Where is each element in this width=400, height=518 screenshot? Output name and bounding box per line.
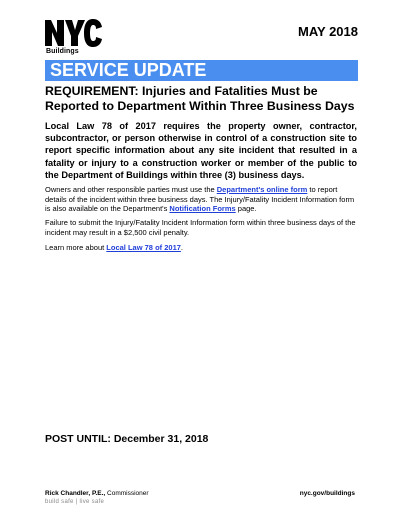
lead-paragraph: Local Law 78 of 2017 requires the property owner, contractor, subcontractor, or person otherwise in control of a construction site to report specific information about any site incident that resulted in a fatality or injury to a construction worker or member of the public to the Department of Buildings within three (3) business days. [45,121,357,180]
logo-subtitle: Buildings [46,48,79,55]
service-update-banner: SERVICE UPDATE [45,60,358,81]
headline-line-1: REQUIREMENT: Injuries and Fatalities Must be [45,84,318,98]
commissioner-line [45,490,149,497]
tagline: build safe | live safe [45,499,105,505]
website: nyc.gov/buildings [299,490,355,497]
p1-text-start: Owners and other responsible parties must use the [45,185,217,194]
headline-line-2: Reported to Department Within Three Business Days [45,99,355,113]
issue-date: MAY 2018 [298,24,358,39]
notification-forms-link[interactable]: Notification Forms [169,204,236,213]
online-form-paragraph [45,185,357,214]
p3-text-end: . [180,243,184,252]
local-law-link[interactable]: Local Law 78 of 2017 [106,243,181,252]
learn-more-paragraph [45,243,357,253]
p1-text-middle: to report details of the incident within three business days. The Injury/Fatality Incident Information form is also available on the Department's [45,185,355,213]
commissioner-name: Rick Chandler, P.E., [45,490,106,497]
online-form-link[interactable]: Department's online form [216,185,308,194]
p3-text-start: Learn more about [45,243,107,252]
commissioner-title: Commissioner [105,490,149,497]
p1-text-end: page. [235,204,257,213]
post-until: POST UNTIL: December 31, 2018 [45,433,209,445]
footer-left [45,490,149,505]
nyc-buildings-logo [45,18,105,58]
headline [45,84,365,114]
header [45,18,358,58]
nyc-logo-icon [45,18,105,48]
penalty-paragraph: Failure to submit the Injury/Fatality Incident Information form within three business days of the incident may result in a $2,500 civil penalty. [45,218,356,237]
